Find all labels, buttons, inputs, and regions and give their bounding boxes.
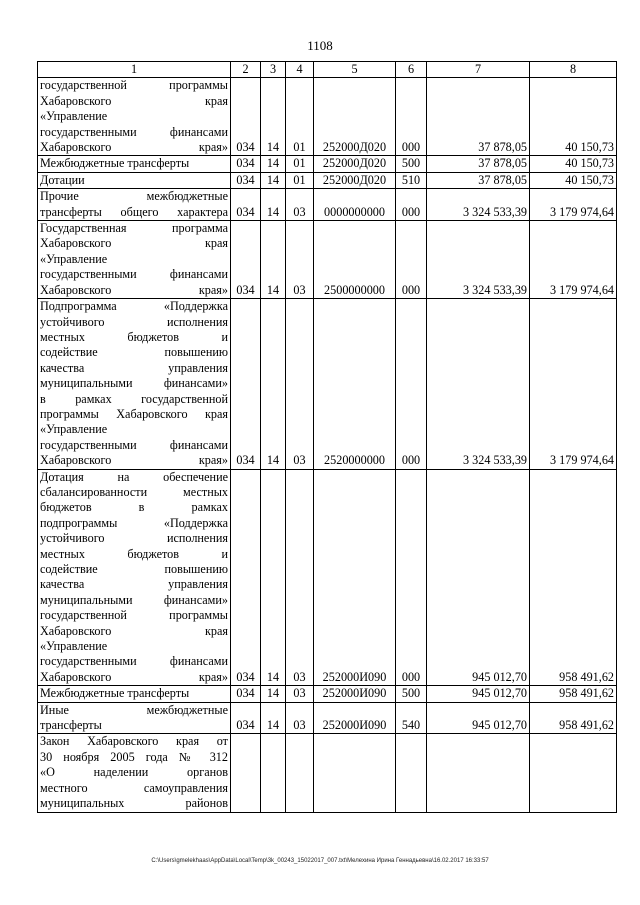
amount-year2-cell: 958 491,62 bbox=[530, 702, 617, 734]
amount-year1-cell: 37 878,05 bbox=[427, 156, 530, 172]
amount-year2-cell: 3 179 974,64 bbox=[530, 299, 617, 469]
expense-type-cell: 000 bbox=[396, 78, 427, 156]
amount-year1-cell bbox=[427, 734, 530, 812]
amount-year1-cell: 3 324 533,39 bbox=[427, 221, 530, 299]
row-name-cell bbox=[38, 686, 231, 702]
row-name-line: в рамках государственной bbox=[40, 391, 228, 406]
table-row bbox=[38, 221, 617, 299]
admin-code-cell: 034 bbox=[231, 221, 261, 299]
subsection-cell: 01 bbox=[286, 78, 314, 156]
row-name-line: Хабаровского края» bbox=[40, 140, 228, 155]
row-name-line: трансферты bbox=[40, 718, 102, 733]
header-cell: 1 bbox=[38, 62, 231, 78]
row-name-line: бюджетов в рамках bbox=[40, 500, 228, 515]
amount-year1-cell: 945 012,70 bbox=[427, 469, 530, 686]
row-name-line: местного самоуправления bbox=[40, 780, 228, 795]
row-name-line: государственной программы bbox=[40, 78, 228, 93]
row-name-line: Иные межбюджетные bbox=[40, 702, 228, 717]
row-name-line: качества управления bbox=[40, 577, 228, 592]
row-name-cell bbox=[38, 734, 231, 812]
subsection-cell: 03 bbox=[286, 221, 314, 299]
row-name-line: Межбюджетные трансферты bbox=[40, 686, 190, 701]
row-name-line: 30 ноября 2005 года № 312 bbox=[40, 749, 228, 764]
target-article-cell: 252000И090 bbox=[314, 686, 396, 702]
row-name-line: местных бюджетов и bbox=[40, 329, 228, 344]
amount-year1-cell: 3 324 533,39 bbox=[427, 189, 530, 221]
row-name-line: «О наделении органов bbox=[40, 765, 228, 780]
row-name-line: сбалансированности местных bbox=[40, 484, 228, 499]
expense-type-cell: 510 bbox=[396, 172, 427, 188]
row-name-line: муниципальных районов bbox=[40, 796, 228, 811]
row-name-line: Хабаровского края» bbox=[40, 669, 228, 684]
header-cell: 5 bbox=[314, 62, 396, 78]
row-name-cell bbox=[38, 299, 231, 469]
row-name-line: Хабаровского края» bbox=[40, 282, 228, 297]
amount-year2-cell: 40 150,73 bbox=[530, 172, 617, 188]
row-name-line: «Управление bbox=[40, 251, 108, 266]
target-article-cell: 252000Д020 bbox=[314, 156, 396, 172]
subsection-cell: 03 bbox=[286, 299, 314, 469]
amount-year1-cell: 945 012,70 bbox=[427, 686, 530, 702]
admin-code-cell: 034 bbox=[231, 702, 261, 734]
amount-year1-cell: 37 878,05 bbox=[427, 78, 530, 156]
row-name-cell bbox=[38, 221, 231, 299]
admin-code-cell bbox=[231, 734, 261, 812]
header-cell: 4 bbox=[286, 62, 314, 78]
subsection-cell: 03 bbox=[286, 702, 314, 734]
section-cell: 14 bbox=[261, 469, 286, 686]
subsection-cell: 03 bbox=[286, 469, 314, 686]
row-name-line: программы Хабаровского края bbox=[40, 406, 228, 421]
row-name-line: Дотации bbox=[40, 172, 85, 187]
header-cell: 2 bbox=[231, 62, 261, 78]
row-name-line: подпрограммы «Поддержка bbox=[40, 515, 228, 530]
section-cell: 14 bbox=[261, 172, 286, 188]
admin-code-cell: 034 bbox=[231, 156, 261, 172]
section-cell: 14 bbox=[261, 686, 286, 702]
row-name-line: государственной программы bbox=[40, 608, 228, 623]
table-row bbox=[38, 702, 617, 734]
amount-year2-cell: 3 179 974,64 bbox=[530, 189, 617, 221]
row-name-line: содействие повышению bbox=[40, 345, 228, 360]
section-cell: 14 bbox=[261, 702, 286, 734]
row-name-line: Межбюджетные трансферты bbox=[40, 156, 190, 171]
row-name-line: государственными финансами bbox=[40, 124, 228, 139]
target-article-cell bbox=[314, 734, 396, 812]
header-cell: 8 bbox=[530, 62, 617, 78]
expense-type-cell bbox=[396, 734, 427, 812]
row-name-line: государственными финансами bbox=[40, 654, 228, 669]
subsection-cell bbox=[286, 734, 314, 812]
row-name-line: Хабаровского края» bbox=[40, 453, 228, 468]
target-article-cell: 252000И090 bbox=[314, 469, 396, 686]
page-number: 1108 bbox=[307, 38, 333, 53]
row-name-cell bbox=[38, 78, 231, 156]
table-row bbox=[38, 686, 617, 702]
row-name-line: Хабаровского края bbox=[40, 623, 228, 638]
section-cell: 14 bbox=[261, 221, 286, 299]
row-name-line: содействие повышению bbox=[40, 562, 228, 576]
amount-year2-cell: 3 179 974,64 bbox=[530, 221, 617, 299]
table-row bbox=[38, 78, 617, 156]
row-name-line: качества управления bbox=[40, 360, 228, 375]
section-cell bbox=[261, 734, 286, 812]
row-name-line: устойчивого исполнения bbox=[40, 314, 228, 329]
expense-type-cell: 000 bbox=[396, 221, 427, 299]
expense-type-cell: 500 bbox=[396, 686, 427, 702]
row-name-line: Дотация на обеспечение bbox=[40, 469, 228, 484]
row-name-cell bbox=[38, 156, 231, 172]
header-row bbox=[38, 62, 617, 78]
amount-year1-cell: 3 324 533,39 bbox=[427, 299, 530, 469]
target-article-cell: 252000Д020 bbox=[314, 172, 396, 188]
expense-type-cell: 000 bbox=[396, 189, 427, 221]
section-cell: 14 bbox=[261, 189, 286, 221]
row-name-line: Закон Хабаровского края от bbox=[40, 734, 228, 749]
table-row bbox=[38, 189, 617, 221]
admin-code-cell: 034 bbox=[231, 78, 261, 156]
row-name-line: местных бюджетов и bbox=[40, 546, 228, 561]
section-cell: 14 bbox=[261, 78, 286, 156]
target-article-cell: 252000И090 bbox=[314, 702, 396, 734]
admin-code-cell: 034 bbox=[231, 189, 261, 221]
table-row bbox=[38, 172, 617, 188]
row-name-line: муниципальными финансами» bbox=[40, 592, 228, 607]
row-name-line: государственными финансами bbox=[40, 267, 228, 282]
row-name-cell bbox=[38, 702, 231, 734]
amount-year1-cell: 37 878,05 bbox=[427, 172, 530, 188]
row-name-line: «Управление bbox=[40, 109, 108, 124]
table-row bbox=[38, 156, 617, 172]
row-name-line: устойчивого исполнения bbox=[40, 531, 228, 546]
expense-type-cell: 000 bbox=[396, 299, 427, 469]
row-name-line: «Управление bbox=[40, 639, 108, 654]
expense-type-cell: 000 bbox=[396, 469, 427, 686]
target-article-cell: 252000Д020 bbox=[314, 78, 396, 156]
target-article-cell: 2520000000 bbox=[314, 299, 396, 469]
row-name-line: государственными финансами bbox=[40, 437, 228, 452]
subsection-cell: 03 bbox=[286, 189, 314, 221]
subsection-cell: 03 bbox=[286, 686, 314, 702]
row-name-line: Хабаровского края bbox=[40, 236, 228, 251]
row-name-line: трансферты общего характера bbox=[40, 204, 228, 219]
expense-type-cell: 500 bbox=[396, 156, 427, 172]
header-cell: 6 bbox=[396, 62, 427, 78]
table-row bbox=[38, 734, 617, 812]
amount-year2-cell: 40 150,73 bbox=[530, 156, 617, 172]
row-name-line: Государственная программа bbox=[40, 221, 228, 236]
row-name-line: муниципальными финансами» bbox=[40, 376, 228, 391]
amount-year2-cell: 958 491,62 bbox=[530, 469, 617, 686]
target-article-cell: 0000000000 bbox=[314, 189, 396, 221]
row-name-line: Хабаровского края bbox=[40, 93, 228, 108]
admin-code-cell: 034 bbox=[231, 686, 261, 702]
expense-type-cell: 540 bbox=[396, 702, 427, 734]
admin-code-cell: 034 bbox=[231, 469, 261, 686]
row-name-cell bbox=[38, 189, 231, 221]
target-article-cell: 2500000000 bbox=[314, 221, 396, 299]
row-name-cell bbox=[38, 469, 231, 686]
budget-table bbox=[37, 61, 617, 813]
row-name-cell bbox=[38, 172, 231, 188]
admin-code-cell: 034 bbox=[231, 299, 261, 469]
admin-code-cell: 034 bbox=[231, 172, 261, 188]
amount-year2-cell bbox=[530, 734, 617, 812]
header-cell: 3 bbox=[261, 62, 286, 78]
subsection-cell: 01 bbox=[286, 172, 314, 188]
amount-year1-cell: 945 012,70 bbox=[427, 702, 530, 734]
table-row bbox=[38, 299, 617, 469]
table-row bbox=[38, 469, 617, 686]
subsection-cell: 01 bbox=[286, 156, 314, 172]
row-name-line: Подпрограмма «Поддержка bbox=[40, 299, 228, 314]
file-path-footer: C:\Users\gmelekhaas\AppData\Local\Temp\3k_00243_15022017_007.txt\Мелехина Ирина Геннадьевна\16.02.2017 16:33:57 bbox=[151, 858, 489, 864]
amount-year2-cell: 958 491,62 bbox=[530, 686, 617, 702]
section-cell: 14 bbox=[261, 299, 286, 469]
header-cell: 7 bbox=[427, 62, 530, 78]
amount-year2-cell: 40 150,73 bbox=[530, 78, 617, 156]
row-name-line: Прочие межбюджетные bbox=[40, 189, 228, 204]
row-name-line: «Управление bbox=[40, 422, 108, 437]
section-cell: 14 bbox=[261, 156, 286, 172]
